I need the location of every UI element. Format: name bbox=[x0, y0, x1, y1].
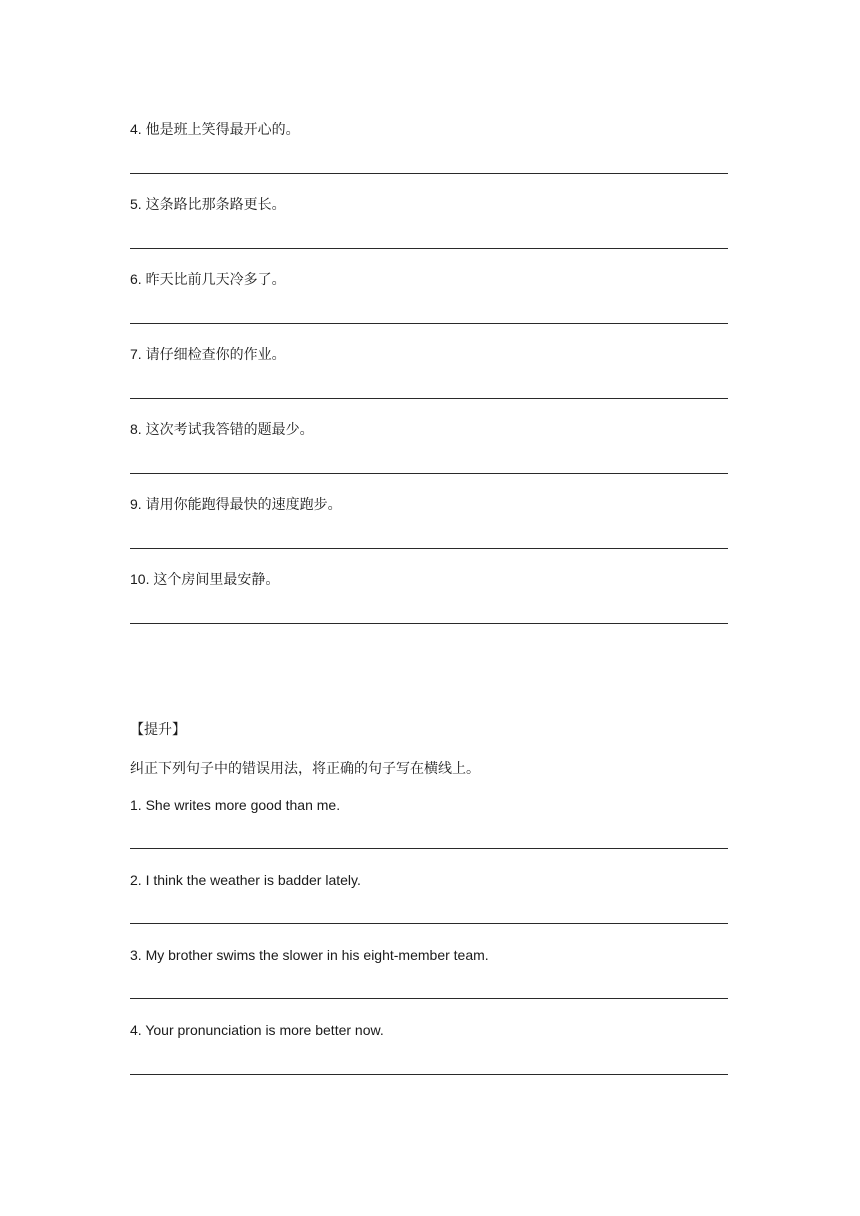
answer-line-9[interactable] bbox=[130, 548, 728, 549]
correction-answer-line-2[interactable] bbox=[130, 923, 728, 924]
answer-line-4[interactable] bbox=[130, 173, 728, 174]
answer-line-6[interactable] bbox=[130, 323, 728, 324]
section-heading-tisheng: 【提升】 bbox=[130, 721, 186, 737]
answer-line-5[interactable] bbox=[130, 248, 728, 249]
answer-line-8[interactable] bbox=[130, 473, 728, 474]
answer-line-10[interactable] bbox=[130, 623, 728, 624]
answer-line-7[interactable] bbox=[130, 398, 728, 399]
correction-answer-line-3[interactable] bbox=[130, 998, 728, 999]
section-instruction: 纠正下列句子中的错误用法，将正确的句子写在横线上。 bbox=[130, 760, 480, 776]
correction-answer-line-4[interactable] bbox=[130, 1074, 728, 1075]
correction-question-3: 3. My brother swims the slower in his eight-member team. bbox=[130, 947, 489, 963]
question-7: 7. 请仔细检查你的作业。 bbox=[130, 346, 286, 362]
correction-question-1: 1. She writes more good than me. bbox=[130, 797, 341, 813]
question-6: 6. 昨天比前几天冷多了。 bbox=[130, 271, 286, 287]
question-4: 4. 他是班上笑得最开心的。 bbox=[130, 121, 300, 137]
correction-answer-line-1[interactable] bbox=[130, 848, 728, 849]
correction-question-2: 2. I think the weather is badder lately. bbox=[130, 872, 361, 888]
question-9: 9. 请用你能跑得最快的速度跑步。 bbox=[130, 496, 342, 512]
correction-question-4: 4. Your pronunciation is more better now. bbox=[130, 1022, 384, 1038]
question-10: 10. 这个房间里最安静。 bbox=[130, 571, 280, 587]
question-8: 8. 这次考试我答错的题最少。 bbox=[130, 421, 314, 437]
question-5: 5. 这条路比那条路更长。 bbox=[130, 196, 286, 212]
